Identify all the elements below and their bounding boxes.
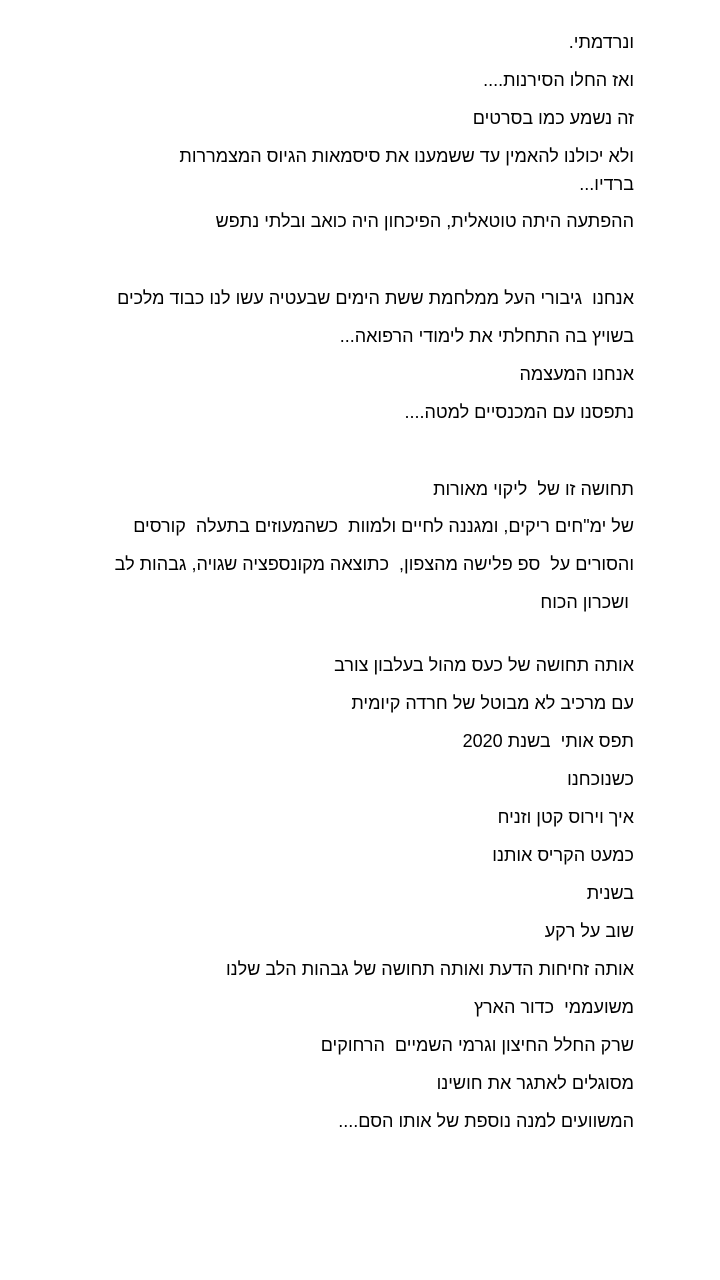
- text-line: אנחנו גיבורי העל ממלחמת ששת הימים שבעטיה עשו לנו כבוד מלכים: [117, 288, 634, 308]
- text-line: אותה תחושה של כעס מהול בעלבון צורב: [334, 655, 634, 675]
- text-line: עם מרכיב לא מבוטל של חרדה קיומית: [351, 693, 634, 713]
- text-line: זה נשמע כמו בסרטים: [472, 108, 634, 128]
- text-line: תחושה זו של ליקוי מאורות: [433, 479, 634, 499]
- text-line: תפס אותי בשנת 2020: [462, 731, 634, 751]
- text-line: שרק החלל החיצון וגרמי השמיים הרחוקים: [320, 1035, 634, 1055]
- text-line: ולא יכולנו להאמין עד ששמענו את סיסמאות הגיוס המצמררות: [179, 146, 634, 166]
- text-line: שוב על רקע: [544, 921, 634, 941]
- text-line: המשוועים למנה נוספת של אותו הסם....: [338, 1111, 634, 1131]
- text-line: איך וירוס קטן וזניח: [497, 807, 634, 827]
- text-line: והסורים על ספ פלישה מהצפון, כתוצאה מקונספציה שגויה, גבהות לב: [114, 554, 634, 574]
- text-line: מסוגלים לאתגר את חושינו: [436, 1073, 634, 1093]
- text-line: כמעט הקריס אותנו: [492, 845, 634, 865]
- text-line: בשויץ בה התחלתי את לימודי הרפואה...: [339, 326, 634, 346]
- text-line: כשנוכחנו: [567, 769, 634, 789]
- text-line: משועממי כדור הארץ: [473, 997, 634, 1017]
- text-line: אותה זחיחות הדעת ואותה תחושה של גבהות הלב שלנו: [226, 959, 634, 979]
- text-line: ונרדמתי.: [568, 32, 634, 52]
- text-line: ברדיו...: [579, 174, 634, 194]
- text-line: בשנית: [586, 883, 634, 903]
- text-line: ההפתעה היתה טוטאלית, הפיכחון היה כואב ובלתי נתפש: [215, 211, 634, 231]
- text-line: של ימ"חים ריקים, ומגננה לחיים ולמוות כשהמעוזים בתעלה קורסים: [133, 516, 634, 536]
- text-line: ושכרון הכוח: [540, 592, 634, 612]
- text-line: נתפסנו עם המכנסיים למטה....: [404, 402, 634, 422]
- text-line: אנחנו המעצמה: [519, 364, 634, 384]
- text-line: ואז החלו הסירנות....: [483, 70, 634, 90]
